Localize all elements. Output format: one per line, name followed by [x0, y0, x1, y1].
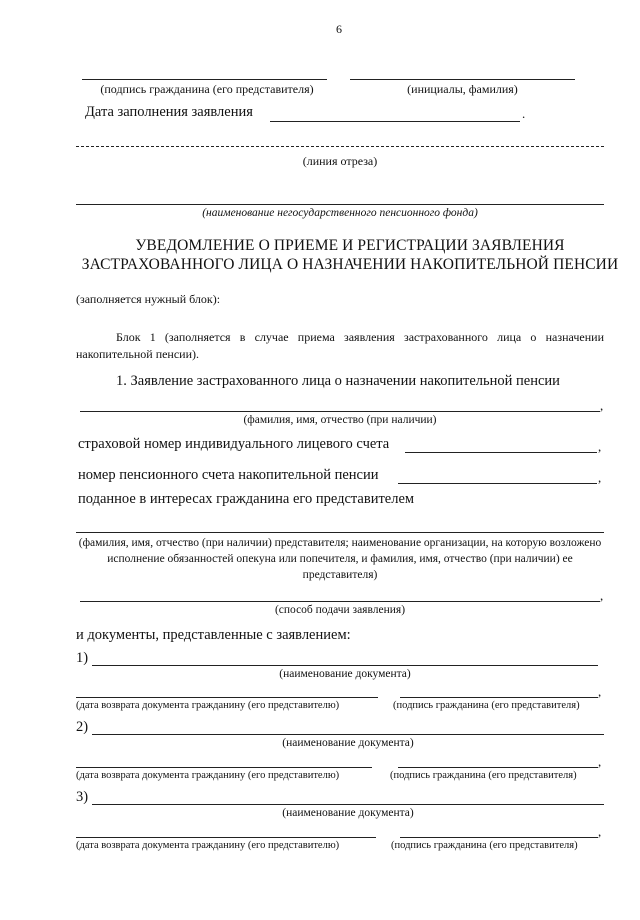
fund-caption: (наименование негосударственного пенсионного фонда): [202, 207, 478, 219]
document-name-caption: (наименование документа): [282, 737, 414, 749]
document-number: 1): [76, 650, 89, 666]
document-signature-caption: (подпись гражданина (его представителя): [393, 700, 580, 711]
document-name-caption: (наименование документа): [282, 807, 414, 819]
account-line[interactable]: [398, 483, 597, 484]
initials-caption: (инициалы, фамилия): [407, 82, 518, 96]
signature-line[interactable]: [82, 79, 327, 80]
document-signature-caption: (подпись гражданина (его представителя): [391, 840, 578, 851]
return-date-caption: (дата возврата документа гражданину (его представителю): [76, 770, 340, 781]
date-period: .: [522, 106, 526, 121]
fio-comma: ,: [600, 398, 604, 413]
document-name-line[interactable]: [92, 734, 604, 735]
document-signature-line[interactable]: [400, 697, 598, 698]
snils-line[interactable]: [405, 452, 597, 453]
block1-text: Блок 1 (заполняется в случае приема заявления застрахованного лица о назначении накопительной пенсии).: [76, 330, 604, 361]
fund-name-line[interactable]: [76, 204, 604, 205]
fio-caption: (фамилия, имя, отчество (при наличии): [243, 414, 437, 426]
document-comma: ,: [598, 684, 602, 699]
date-line[interactable]: [270, 121, 520, 122]
title-line2: ЗАСТРАХОВАННОГО ЛИЦА О НАЗНАЧЕНИИ НАКОПИТЕЛЬНОЙ ПЕНСИИ: [81, 256, 619, 273]
method-comma: ,: [600, 588, 604, 603]
method-caption: (способ подачи заявления): [274, 604, 406, 616]
return-date-caption: (дата возврата документа гражданину (его представителю): [76, 840, 340, 851]
representative-caption: (фамилия, имя, отчество (при наличии) представителя; наименование организации, на которую возложено исполнение обязанностей опекуна или попечителя, и фамилия, имя, отчество (при наличии) ее представителя): [78, 537, 602, 581]
item1-heading: 1. Заявление застрахованного лица о назначении накопительной пенсии: [116, 373, 560, 389]
title-line1: УВЕДОМЛЕНИЕ О ПРИЕМЕ И РЕГИСТРАЦИИ ЗАЯВЛЕНИЯ: [135, 237, 565, 254]
fio-line[interactable]: [80, 411, 600, 412]
cut-line: [76, 146, 604, 147]
document-comma: ,: [598, 754, 602, 769]
document-signature-line[interactable]: [400, 837, 598, 838]
document-name-line[interactable]: [92, 665, 598, 666]
documents-label: и документы, представленные с заявлением:: [76, 627, 351, 643]
representative-label: поданное в интересах гражданина его представителем: [78, 491, 415, 507]
representative-line[interactable]: [76, 532, 604, 533]
fill-note: (заполняется нужный блок):: [76, 292, 221, 306]
snils-label: страховой номер индивидуального лицевого счета: [78, 436, 390, 452]
return-date-line[interactable]: [76, 697, 378, 698]
document-name-line[interactable]: [92, 804, 604, 805]
account-comma: ,: [598, 470, 602, 485]
document-number: 2): [76, 719, 89, 735]
date-label: Дата заполнения заявления: [85, 104, 253, 120]
return-date-caption: (дата возврата документа гражданину (его представителю): [76, 700, 340, 711]
document-name-caption: (наименование документа): [279, 668, 411, 680]
document-signature-line[interactable]: [398, 767, 598, 768]
snils-comma: ,: [598, 439, 602, 454]
page-number: 6: [336, 22, 342, 36]
cut-line-caption: (линия отреза): [302, 154, 378, 168]
method-line[interactable]: [80, 601, 600, 602]
document-number: 3): [76, 789, 89, 805]
signature-caption: (подпись гражданина (его представителя): [100, 82, 314, 96]
document-signature-caption: (подпись гражданина (его представителя): [390, 770, 577, 781]
account-label: номер пенсионного счета накопительной пенсии: [78, 467, 379, 483]
document-comma: ,: [598, 824, 602, 839]
initials-line[interactable]: [350, 79, 575, 80]
return-date-line[interactable]: [76, 837, 376, 838]
return-date-line[interactable]: [76, 767, 372, 768]
